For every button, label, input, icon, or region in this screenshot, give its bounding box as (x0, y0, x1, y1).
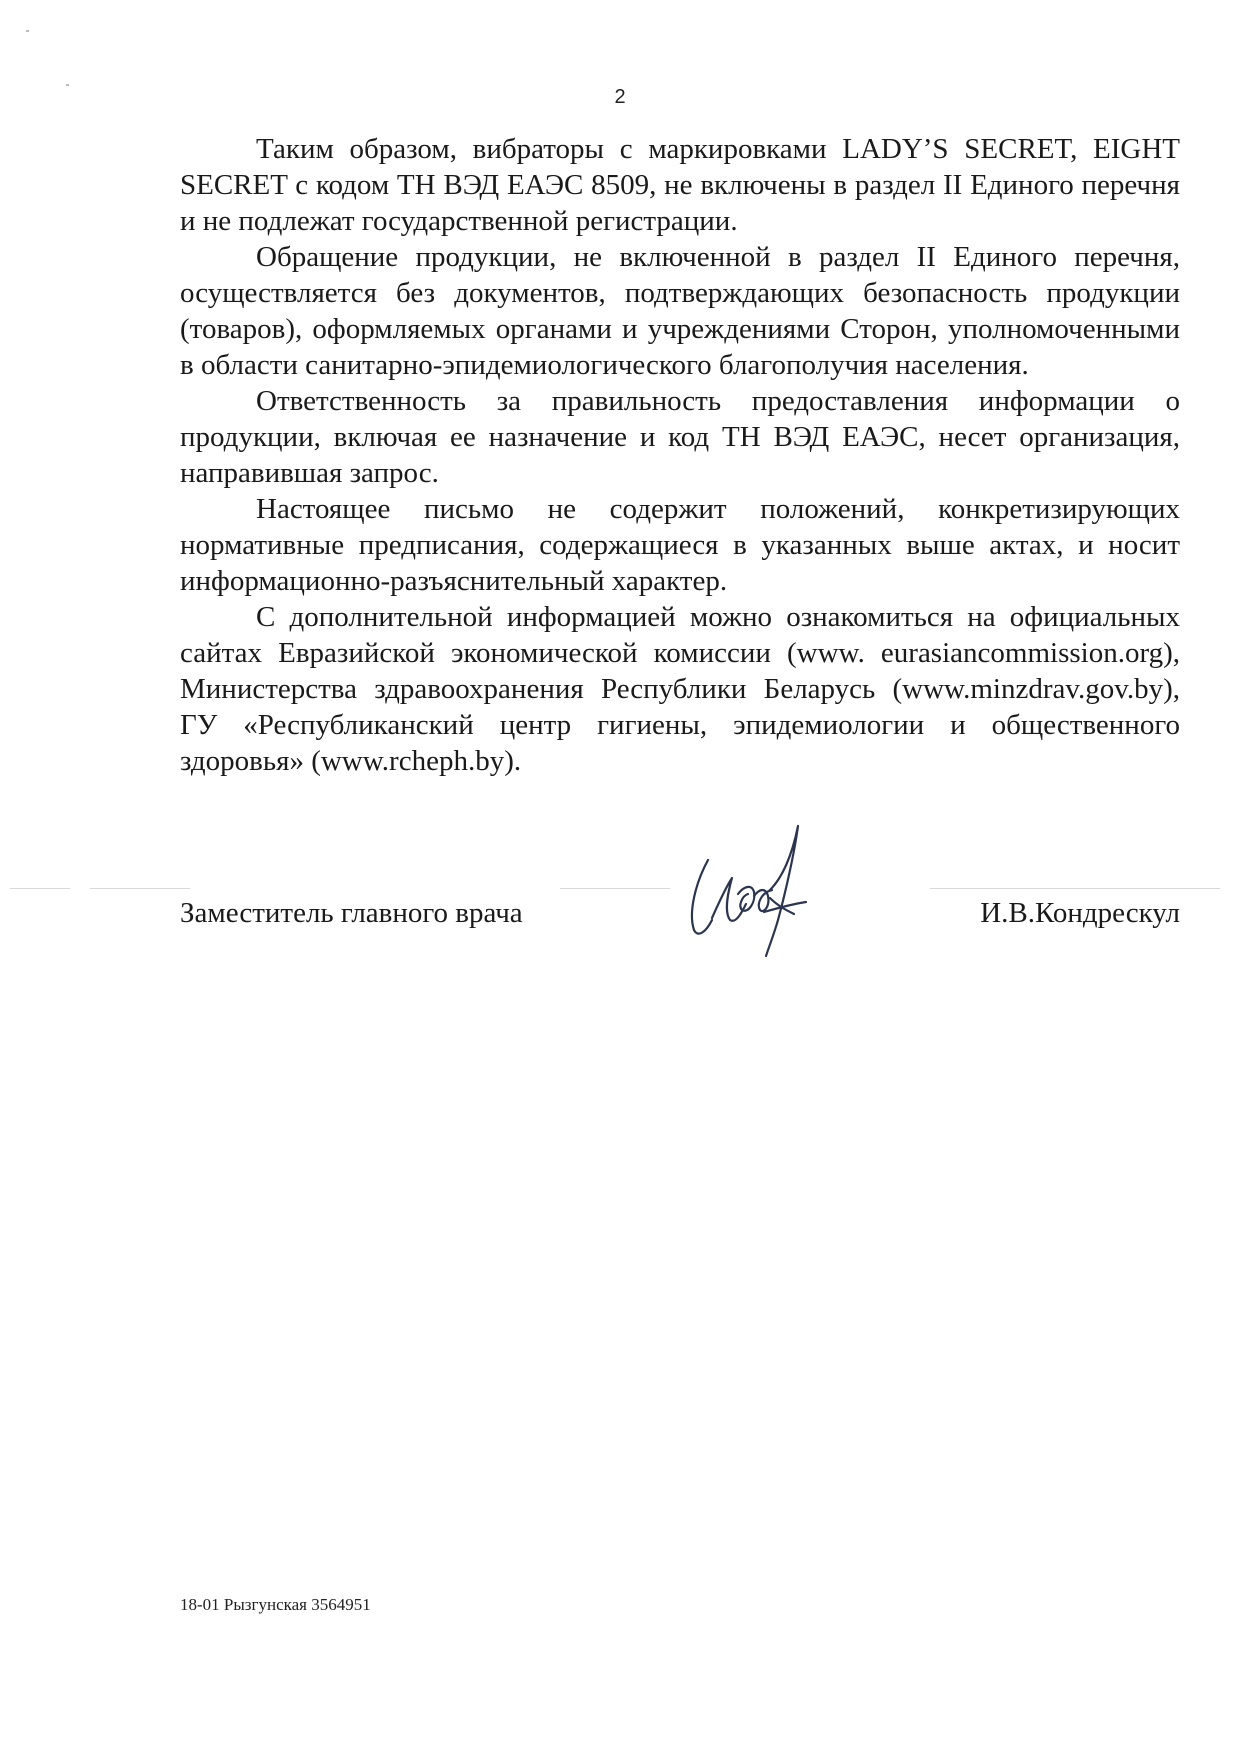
scan-artifact-line (10, 888, 70, 889)
scan-speck (26, 30, 29, 32)
page-number: 2 (614, 86, 626, 108)
paragraph-circulation: Обращение продукции, не включенной в раздел II Единого перечня, осуществляется без документов, подтверждающих безопасность продукции (товаров), оформляемых органами и учреждениями Сторон, уполномоченными в области санитарно-эпидемиологического благополучия населения. (180, 241, 1180, 381)
scan-artifact-line (560, 888, 670, 889)
paragraph-additional-info: С дополнительной информацией можно ознакомиться на официальных сайтах Евразийской экономической комиссии (www. eurasiancommission.org), Министерства здравоохранения Республики Беларусь (www.minzdrav.gov.by), ГУ «Республиканский центр гигиены, эпидемиологии и общественного здоровья» (www.rcheph.by). (180, 601, 1180, 777)
paragraph-responsibility: Ответственность за правильность предоставления информации о продукции, включая ее назначение и код ТН ВЭД ЕАЭС, несет организация, направившая запрос. (180, 385, 1180, 489)
paragraph-conclusion: Таким образом, вибраторы с маркировками LADY’S SECRET, EIGHT SECRET с кодом ТН ВЭД ЕАЭС 8509, не включены в раздел II Единого перечня и не подлежат государственной регистрации. (180, 133, 1180, 237)
scan-artifact-line (90, 888, 190, 889)
paragraph-disclaimer: Настоящее письмо не содержит положений, конкретизирующих нормативные предписания, содержащиеся в указанных выше актах, и носит информационно-разъяснительный характер. (180, 493, 1180, 597)
signature-block (180, 895, 1180, 939)
signatory-name: И.В.Кондрескул (980, 897, 1180, 929)
signatory-title: Заместитель главного врача (180, 897, 523, 929)
scan-artifact-line (930, 888, 1220, 889)
document-footer-note: 18-01 Рызгунская 3564951 (180, 1595, 371, 1614)
letter-body (180, 131, 1180, 779)
handwritten-signature (682, 820, 822, 960)
